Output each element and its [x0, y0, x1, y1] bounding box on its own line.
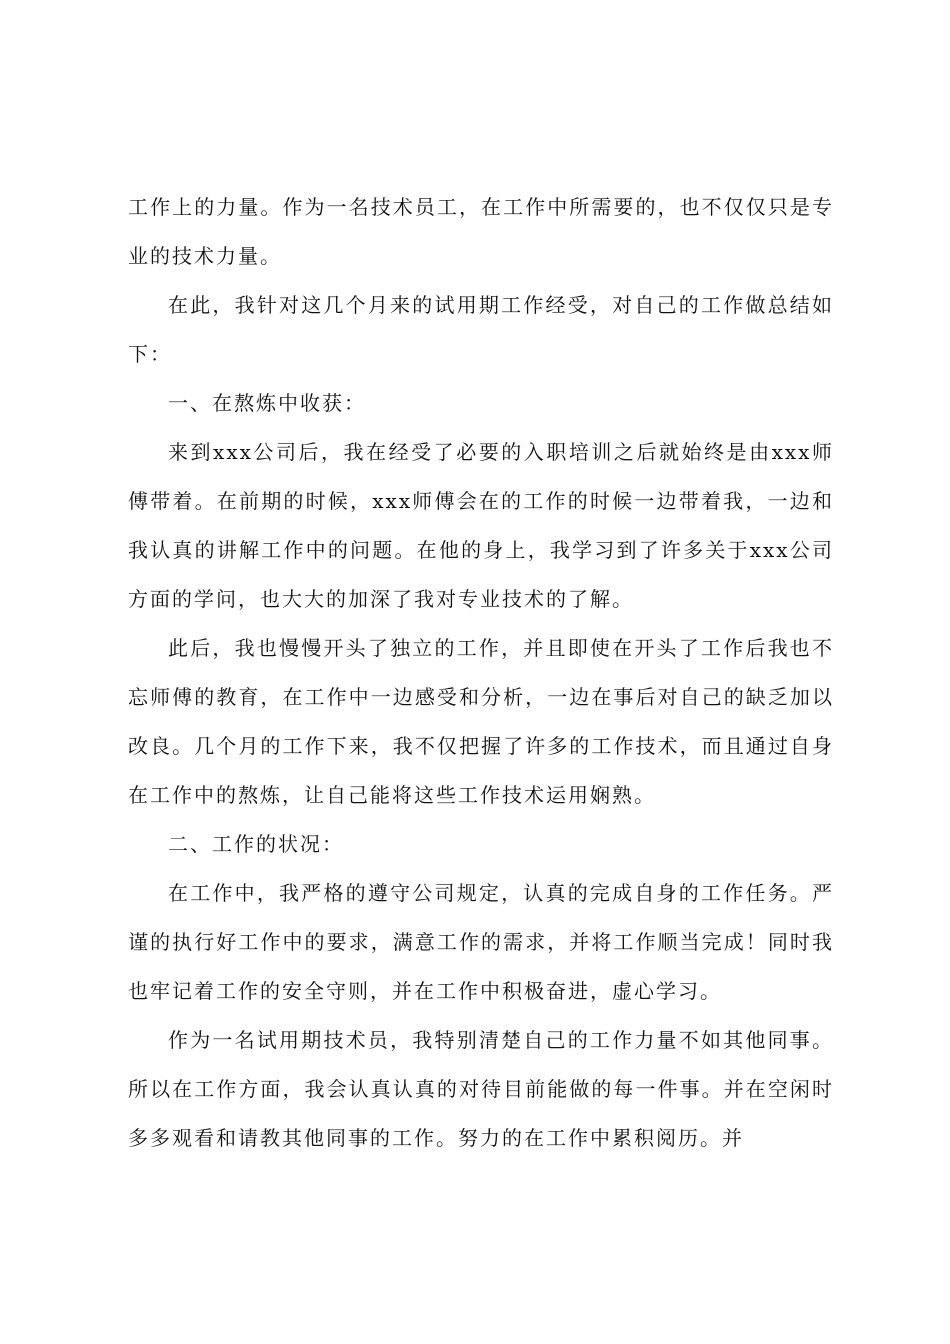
section-heading-1: 一、在熬炼中收获： [168, 391, 366, 415]
section-heading-2: 二、工作的状况： [168, 832, 344, 856]
paragraph-trainee-attitude: 作为一名试用期技术员，我特别清楚自己的工作力量不如其他同事。所以在工作方面，我会认真认真的对待目前能做的每一件事。并在空闲时多多观看和请教其他同事的工作。努力的在工作中累积阅历。并 [128, 1028, 834, 1150]
paragraph-work-status: 在工作中，我严格的遵守公司规定，认真的完成自身的工作任务。严谨的执行好工作中的要求，满意工作的需求，并将工作顺当完成！同时我也牢记着工作的安全守则，并在工作中积极奋进，虚心学习。 [128, 881, 834, 1003]
paragraph-training: 来到xxx公司后，我在经受了必要的入职培训之后就始终是由xxx师傅带着。在前期的时候，xxx师傅会在的工作的时候一边带着我，一边和我认真的讲解工作中的问题。在他的身上，我学习到了许多关于xxx公司方面的学问，也大大的加深了我对专业技术的了解。 [128, 440, 834, 611]
paragraph-independent-work: 此后，我也慢慢开头了独立的工作，并且即使在开头了工作后我也不忘师傅的教育，在工作中一边感受和分析，一边在事后对自己的缺乏加以改良。几个月的工作下来，我不仅把握了许多的工作技术，而且通过自身在工作中的熬炼，让自己能将这些工作技术运用娴熟。 [128, 636, 834, 807]
paragraph-intro: 在此，我针对这几个月来的试用期工作经受，对自己的工作做总结如下： [128, 293, 834, 366]
paragraph-continuation: 工作上的力量。作为一名技术员工，在工作中所需要的，也不仅仅只是专业的技术力量。 [128, 195, 834, 268]
document-body [128, 183, 834, 1163]
